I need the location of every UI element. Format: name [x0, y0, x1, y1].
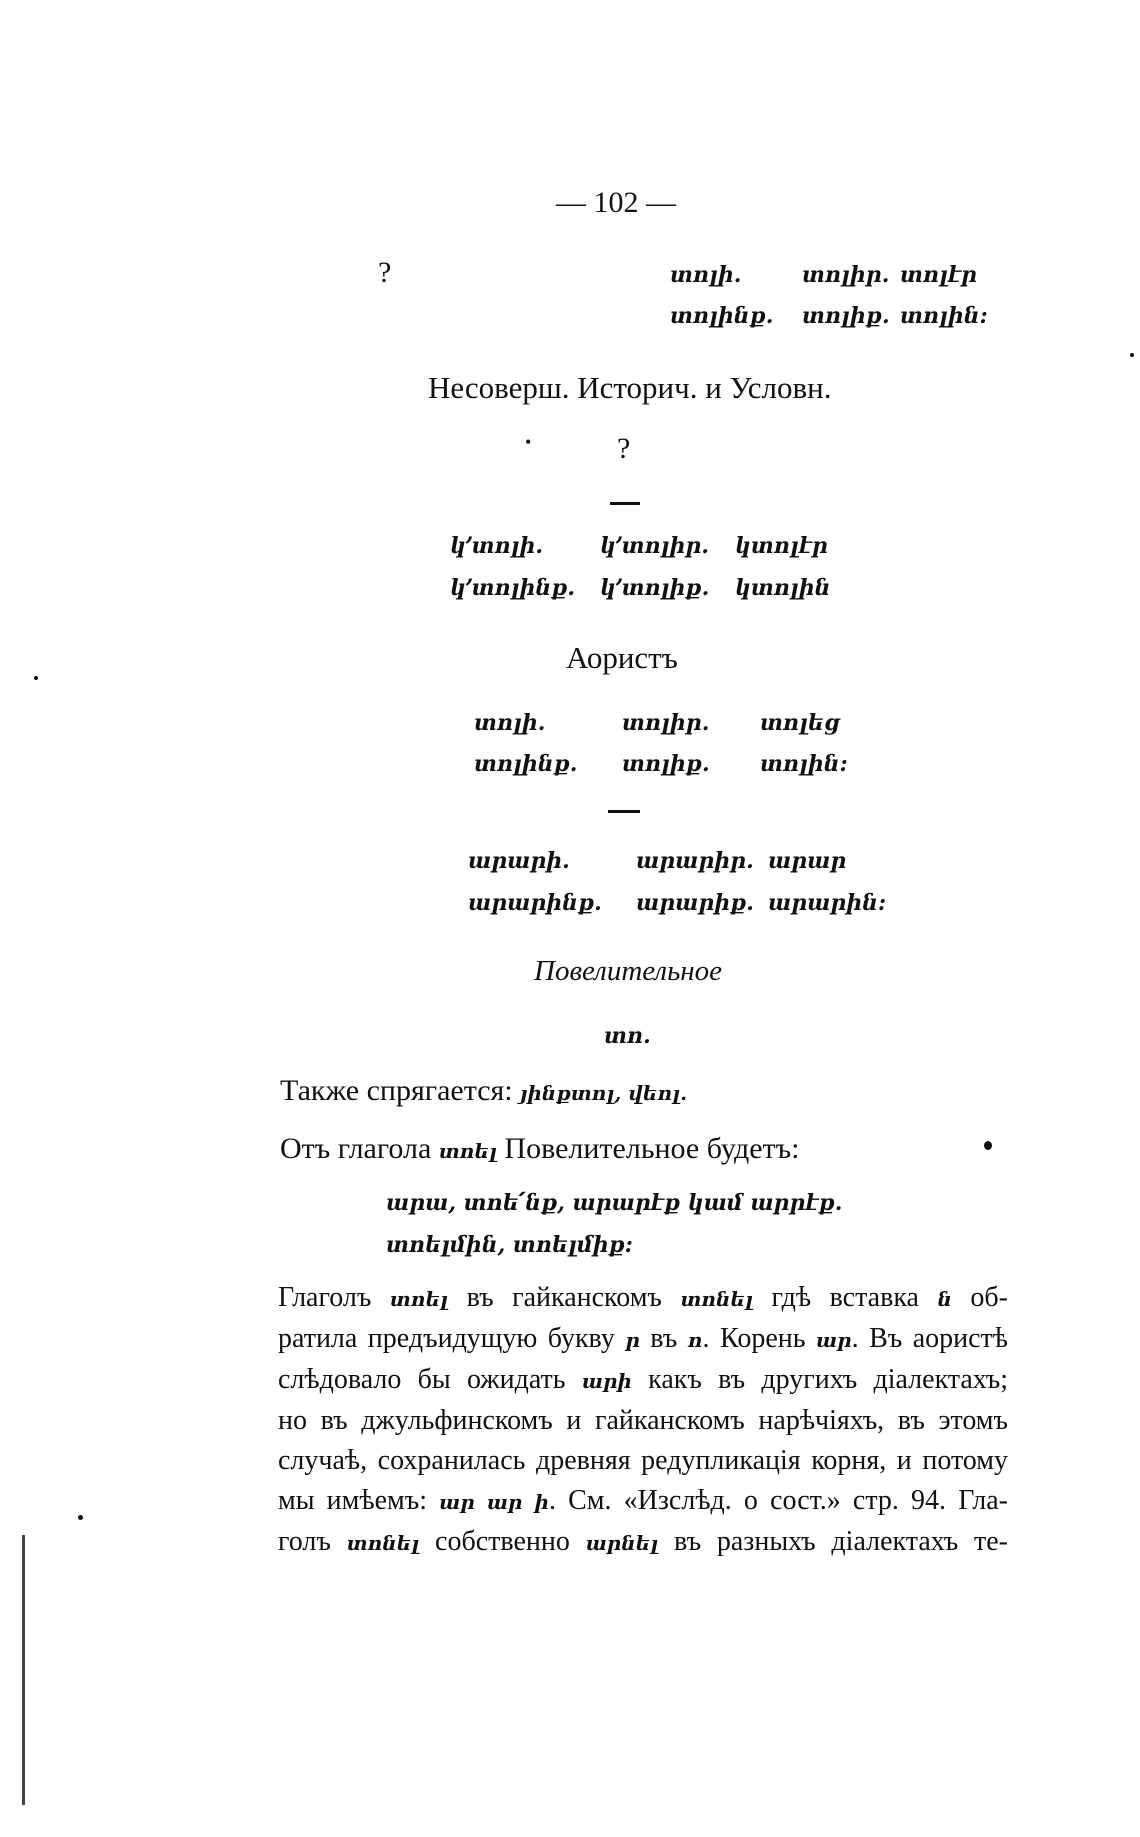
conj-cell: տոլիք. — [802, 303, 890, 329]
question-mark: ? — [617, 432, 631, 465]
conj-cell: արարինք. — [468, 890, 602, 916]
margin-rule — [22, 1535, 25, 1805]
question-mark: ? — [378, 256, 392, 289]
scan-speck — [1130, 353, 1134, 357]
conj-cell: կտոլին — [735, 575, 831, 601]
body-paragraph — [278, 1278, 1008, 1563]
imperative-form: տո. — [604, 1023, 651, 1049]
page-number: — 102 — — [556, 186, 676, 219]
section-heading-imperative: Повелительное — [534, 955, 723, 987]
scan-speck — [984, 1141, 992, 1150]
conj-cell: արար — [768, 848, 847, 874]
conj-cell: տոլինք. — [474, 751, 578, 777]
conj-cell: կ՚տոլիր. — [600, 533, 710, 559]
para-line: но въ джульфинскомъ и гайканскомъ нарѣчіяхъ, въ этомъ — [278, 1405, 1008, 1436]
conj-cell: տոլեց — [760, 710, 840, 736]
conj-cell: տոլիք. — [622, 751, 710, 777]
section-heading-imperfect: Несоверш. Историч. и Условн. — [428, 370, 832, 405]
conj-cell: տոլին: — [760, 751, 848, 777]
also-forms: յինքտոլ, վեոլ. — [520, 1081, 688, 1105]
conj-cell: կտոլէր — [735, 533, 828, 559]
imperative-line: տոելմին, տոելմիք: — [386, 1232, 633, 1258]
conj-cell: արարիք. — [636, 890, 754, 916]
dash-rule — [608, 810, 640, 813]
conj-cell: տոլի. — [670, 262, 742, 288]
conj-cell: կ՚տոլի. — [450, 533, 544, 559]
conj-cell: կ՚տոլիք. — [600, 575, 710, 601]
para-line: слѣдовало бы ожидать արի какъ въ другихъ діалектахъ; — [278, 1364, 1008, 1395]
from-verb-suffix: Повелительное будетъ: — [504, 1132, 800, 1165]
para-line: мы имѣемъ: ար ար ի. См. «Изслѣд. о сост.» стр. 94. Гла- — [278, 1485, 1009, 1516]
section-heading-aorist: Аористъ — [566, 640, 678, 675]
conj-cell: կ՚տոլինք. — [450, 575, 576, 601]
conj-cell: արարի. — [468, 848, 570, 874]
conj-cell: տոլիր. — [622, 710, 710, 736]
conj-cell: տոլինք. — [670, 303, 774, 329]
para-line: Глаголъ տոել въ гайканскомъ տոնել гдѣ вставка ն об- — [278, 1282, 1008, 1313]
para-line: случаѣ, сохранилась древняя редупликація корня, и потому — [278, 1445, 1008, 1476]
dash-rule — [610, 502, 640, 505]
conj-cell: տոլին: — [900, 303, 988, 329]
scan-speck — [78, 1515, 83, 1520]
also-label: Также спрягается: — [280, 1074, 513, 1107]
conj-cell: տոլի. — [474, 710, 546, 736]
dot-mark: • — [525, 432, 532, 452]
conj-cell: արարիր. — [636, 848, 754, 874]
from-verb-prefix: Отъ глагола — [280, 1132, 432, 1165]
conj-cell: տոլիր. — [802, 262, 890, 288]
para-line: голъ տոնել собственно արնել въ разныхъ діалектахъ те- — [278, 1526, 1008, 1557]
imperative-line: արա, տոե՛նք, արարէք կամ արրէք. — [386, 1190, 843, 1216]
from-verb-word: տոել — [438, 1139, 497, 1163]
conj-cell: արարին: — [768, 890, 887, 916]
scan-speck — [34, 676, 38, 680]
conj-cell: տոլէր — [900, 262, 977, 288]
para-line: ратила предъидущую букву ր въ ո. Корень ար. Въ аористѣ — [278, 1323, 1008, 1354]
from-verb-line — [280, 1132, 800, 1166]
also-line — [280, 1074, 687, 1108]
